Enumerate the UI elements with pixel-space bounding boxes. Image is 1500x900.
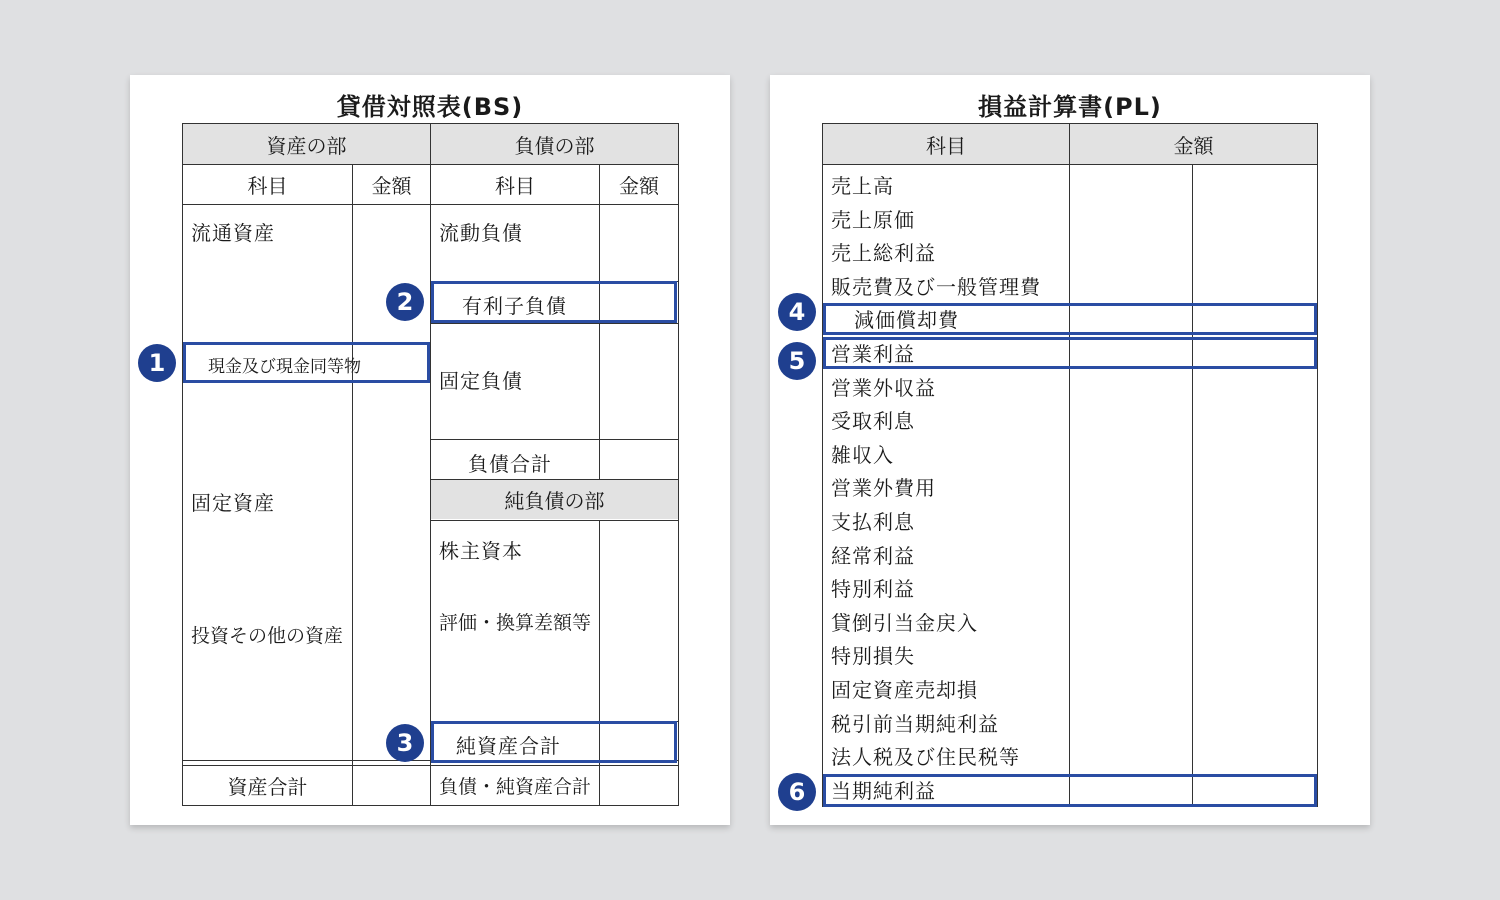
- pl-item: 税引前当期純利益: [831, 711, 999, 736]
- highlight-depreciation: [823, 303, 1317, 335]
- assets-section-header: 資産の部: [183, 124, 430, 164]
- pl-item: 雑収入: [831, 442, 894, 467]
- pl-item: 売上原価: [831, 207, 915, 232]
- highlight-cash: [183, 342, 430, 383]
- pl-item: 営業外収益: [831, 375, 936, 400]
- highlight-operating-income: [823, 337, 1317, 369]
- liabilities-col-item: 科目: [495, 174, 535, 198]
- badge-2: 2: [386, 283, 424, 321]
- pl-item: 受取利息: [831, 409, 915, 434]
- current-assets-label: 流通資産: [191, 221, 275, 245]
- pl-item: 営業外費用: [831, 476, 936, 501]
- balance-sheet-card: [130, 75, 730, 825]
- pl-col-item: 科目: [823, 124, 1069, 164]
- pl-item: 販売費及び一般管理費: [831, 274, 1041, 299]
- interest-bearing-debt-label: 有利子負債: [462, 294, 567, 318]
- badge-1: 1: [138, 344, 176, 382]
- badge-5: 5: [778, 342, 816, 380]
- pl-item: 経常利益: [831, 543, 915, 568]
- pl-item: 売上総利益: [831, 241, 936, 266]
- highlight-total-net-assets: [431, 721, 677, 763]
- pl-item: 売上高: [831, 174, 894, 198]
- fixed-liabilities-label: 固定負債: [439, 369, 523, 393]
- badge-6: 6: [778, 773, 816, 811]
- liabilities-section-header: 負債の部: [431, 124, 678, 164]
- pl-item: 固定資産売却損: [831, 678, 978, 702]
- valuation-adjustments-label: 評価・換算差額等: [439, 612, 592, 634]
- pl-item: 貸倒引当金戻入: [831, 610, 978, 635]
- badge-4: 4: [778, 293, 816, 331]
- pl-item: 支払利息: [831, 510, 915, 534]
- income-statement-card: [770, 75, 1370, 825]
- pl-item: 特別損失: [831, 644, 915, 669]
- pl-title: 損益計算書(PL): [978, 93, 1162, 121]
- bs-title: 貸借対照表(BS): [336, 93, 524, 121]
- pl-item: 特別利益: [831, 577, 915, 602]
- pl-item: 当期純利益: [831, 778, 936, 803]
- fixed-assets-label: 固定資産: [191, 491, 275, 515]
- total-assets-label: 資産合計: [227, 775, 308, 799]
- pl-col-amount: 金額: [1070, 124, 1317, 164]
- highlight-interest-bearing-debt: [431, 281, 677, 323]
- total-liabilities-label: 負債合計: [468, 452, 552, 476]
- assets-col-item: 科目: [247, 174, 288, 198]
- net-assets-section-header: 純負債の部: [431, 480, 678, 519]
- pl-item: 減価償却費: [854, 308, 959, 333]
- current-liabilities-label: 流動負債: [439, 221, 523, 245]
- assets-col-amount: 金額: [371, 174, 412, 198]
- liabilities-col-amount: 金額: [619, 174, 659, 198]
- investments-label: 投資その他の資産: [191, 625, 344, 647]
- total-net-assets-label: 純資産合計: [456, 734, 561, 758]
- total-liabilities-net-assets-label: 負債・純資産合計: [438, 776, 591, 798]
- badge-3: 3: [386, 724, 424, 762]
- shareholders-equity-label: 株主資本: [439, 539, 523, 563]
- pl-item: 法人税及び住民税等: [831, 745, 1020, 770]
- pl-item: 営業利益: [831, 342, 915, 366]
- cash-label: 現金及び現金同等物: [208, 357, 361, 377]
- highlight-net-income: [823, 774, 1317, 807]
